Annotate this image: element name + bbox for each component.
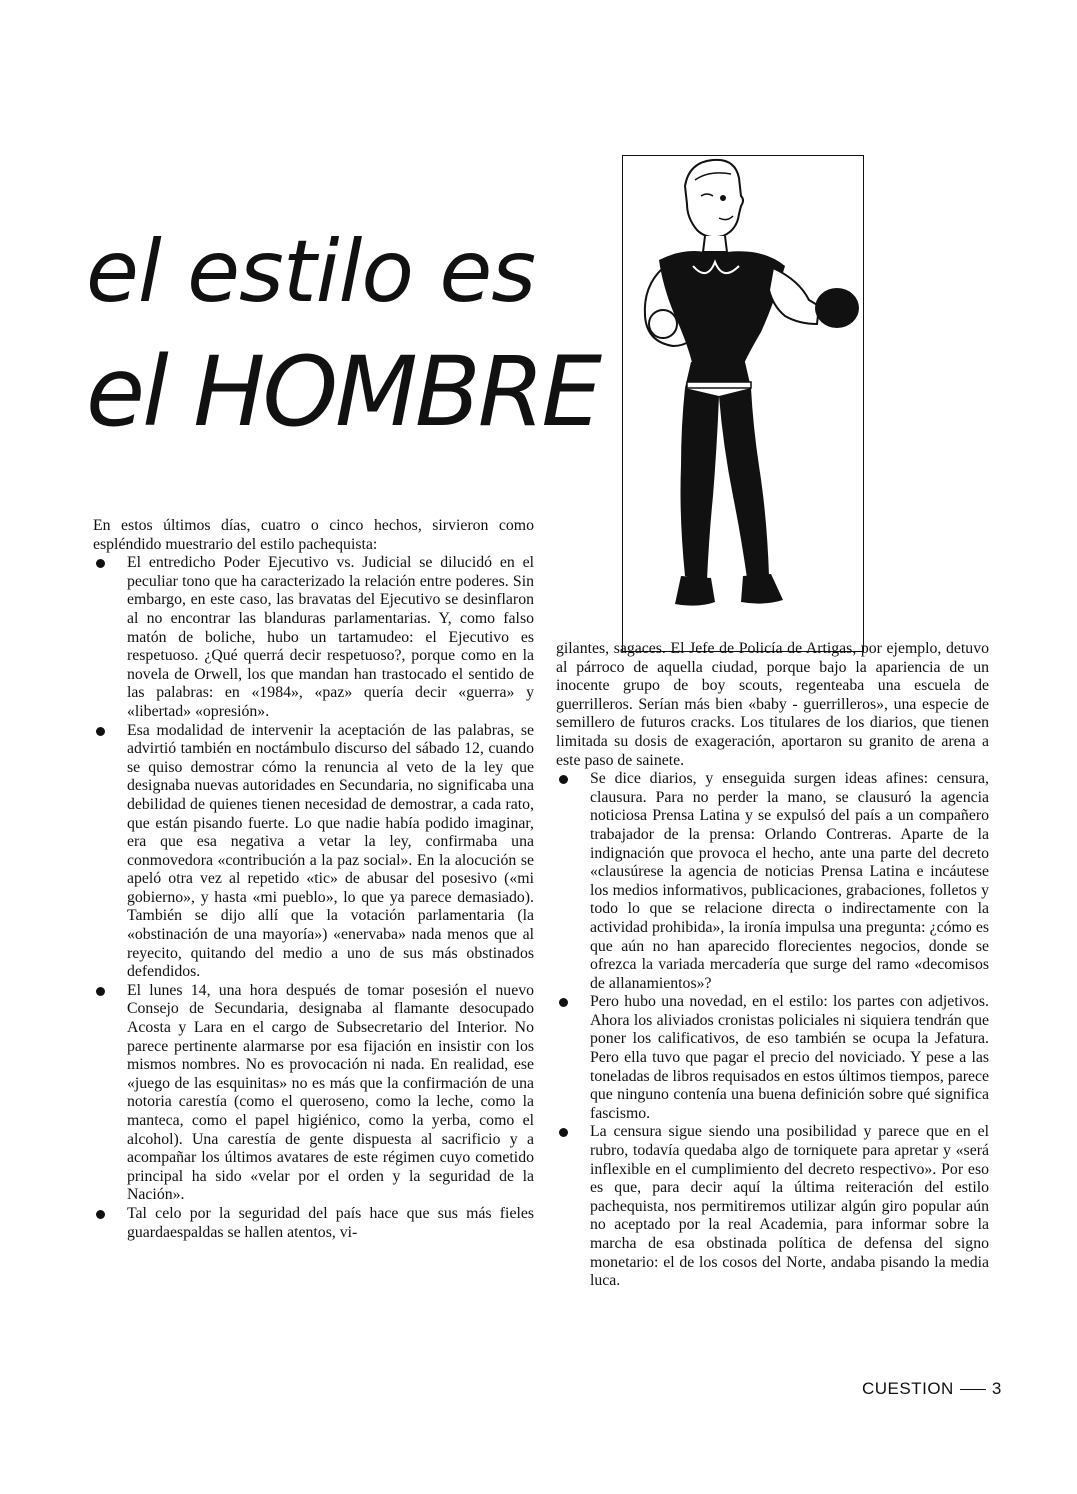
publication-name: CUESTION [862,1379,954,1398]
page-footer [862,1379,1002,1399]
headline-line-1: el estilo es [86,222,536,322]
article-column-left [93,517,534,1242]
paragraph-text: Pero hubo una novedad, en el estilo: los partes con adjetivos. Ahora los aliviados cronistas policiales ni siquiera tendrán que poner los calificativos, de eso también se ocupa la Jefatura. Pero ella tuvo que pagar el precio del noviciado. Y pese a las toneladas de libros requisados en estos últimos tiempos, parece que ninguno contenía una buena definición sobre qué significa fascismo. [590,993,989,1122]
bullet-paragraph [93,722,534,982]
bullet-icon [96,559,105,568]
bullet-icon [559,775,568,784]
paragraph-text: Tal celo por la seguridad del país hace que sus más fieles guardaespaldas se hallen atentos, vi- [127,1204,534,1241]
paragraph-text: Se dice diarios, y enseguida surgen ideas afines: censura, clausura. Para no perder la mano, se clausuró la agencia noticiosa Prensa Latina y se expulsó del país a un compañero trabajador de la prensa: Orlando Contreras. Aparte de la indignación que provoca el hecho, ante una parte del decreto «clausúrese la agencia de noticias Prensa Latina e incáutese los medios informativos, publicaciones, grabaciones, folletos y todo lo que se relacione directa o indirectamente con la actividad prohibida», la ironía impulsa una pregunta: ¿cómo es que aún no han aparecido florecientes negocios, donde se ofrezca la variada mercadería que surge del ramo «decomisos de allanamientos»? [590,770,989,992]
bullet-paragraph [556,993,989,1123]
bullet-icon [96,727,105,736]
paragraph-text: El entredicho Poder Ejecutivo vs. Judicial se dilucidó en el peculiar tono que ha caracterizado la relación entre poderes. Sin embargo, en este caso, las bravatas del Ejecutivo se desinflaron al no encontrar las blanduras parlamentarias. Y, como falso matón de boliche, hubo un tartamudeo: el Ejecutivo es respetuoso. ¿Qué querrá decir respetuoso?, porque como en la novela de Orwell, los que mandan han trastocado el sentido de las palabras: en «1984», «paz» quería decir «guerra» y «libertad» «opresión». [127,554,534,720]
page-number: 3 [991,1379,1002,1398]
bullet-paragraph [93,982,534,1205]
bullet-icon [559,998,568,1007]
bullet-icon [559,1128,568,1137]
bullet-icon [96,987,105,996]
paragraph-text: El lunes 14, una hora después de tomar posesión el nuevo Consejo de Secundaria, designaba al flamante desocupado Acosta y Lara en el cargo de Subsecretario del Interior. No parece pertinente alarmarse por esa fijación en insistir con los mismos nombres. No es provocación ni nada. En realidad, ese «juego de las esquinitas» no es más que la confirmación de una notoria carestía (como el queroseno, como la leche, como la manteca, como el papel higiénico, como la yerba, como el alcohol). Una carestía de gente dispuesta al sacrificio y a acompañar los últimos avatares de este régimen cuyo cometido principal ha sido «velar por el orden y la seguridad de la Nación». [127,981,534,1204]
bullet-icon [96,1210,105,1219]
paragraph-text: Esa modalidad de intervenir la aceptación de las palabras, se advirtió también en noctámbulo discurso del sábado 12, cuando se quiso demostrar cómo la renuncia al veto de la ley que designaba nuevas autoridades en Secundaria, no significaba una debilidad de quienes tienen necesidad de demostrar, a cada rato, que están pisando fuerte. Lo que nadie había podido imaginar, era que esa negativa a vetar la ley, confirmaba una conmovedora «contribución a la paz social». En la alocución se apeló otra vez al repetido «tic» de abusar del posesivo («mi gobierno», y hasta «mi pueblo», lo que ya parece demasiado). También se dijo allí que la votación parlamentaria (la «obstinación de una mayoría») «enervaba» nada menos que al reyecito, quitando del medio a uno de sus más obstinados defendidos. [127,721,534,981]
continued-paragraph: gilantes, sagaces. El Jefe de Policía de Artigas, por ejemplo, detuvo al párroco de aquella ciudad, porque bajo la apariencia de un inocente grupo de boy scouts, regenteaba una escuela de guerrilleros. Serían más bien «baby - guerrilleros», una especie de semillero de futuros cracks. Los titulares de los diarios, que tienen limitada su dosis de exageración, aportaron su granito de arena a este paso de sainete. [556,640,989,769]
bullet-paragraph [556,1123,989,1290]
footer-dash [960,1389,986,1390]
paragraph-text: La censura sigue siendo una posibilidad y parece que en el rubro, todavía quedaba algo de torniquete para apretar y «será inflexible en el cumplimiento del decreto respectivo». Por eso es que, para decir aquí la última reiteración del estilo pachequista, nos permitiremos utilizar algún giro popular aún no aceptado por la real Academia, para informar sobre la marcha de esa obstinada política de defensa del signo monetario: el de los cosos del Norte, andaba pisando la media luca. [590,1123,989,1290]
boxer-illustration [622,155,864,652]
bullet-paragraph [93,1205,534,1242]
intro-paragraph: En estos últimos días, cuatro o cinco hechos, sirvieron como espléndido muestrario del estilo pachequista: [93,517,534,553]
article-column-right [556,640,989,1291]
headline-line-2: el HOMBRE [86,336,600,448]
bullet-paragraph [556,770,989,993]
bullet-paragraph [93,554,534,721]
boxer-caricature-icon [623,156,863,651]
